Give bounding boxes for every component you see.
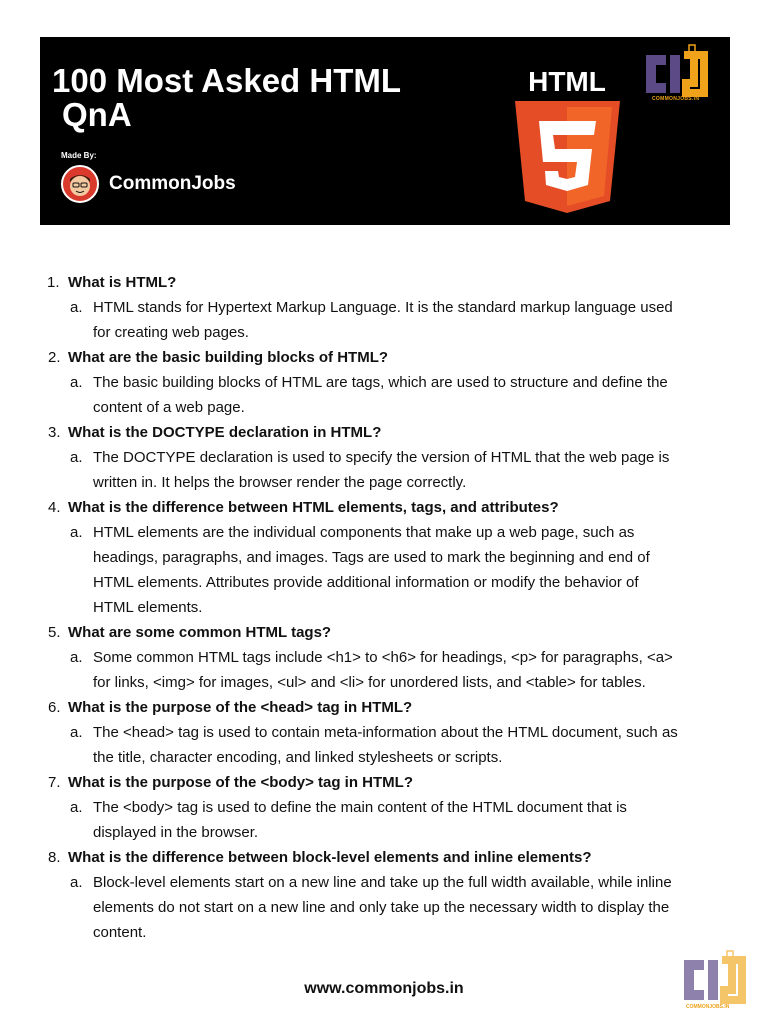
answer-8 bbox=[0, 870, 768, 945]
answer-text: The <body> tag is used to define the main content of the HTML document that is displayed in the browser. bbox=[93, 799, 627, 841]
answer-letter: a. bbox=[70, 524, 83, 541]
answer-text: HTML elements are the individual components that make up a web page, such as headings, paragraphs, and images. Tags are used to mark the beginning and end of HTML elements. Attributes provide additional information or modify the behavior of HTML elements. bbox=[93, 524, 650, 616]
answer-4 bbox=[0, 520, 768, 620]
question-number: 1. bbox=[47, 274, 60, 291]
page-title bbox=[52, 64, 401, 132]
answer-1 bbox=[0, 295, 768, 345]
footer-logo-subtext: COMMONJOBS.IN bbox=[686, 1004, 730, 1010]
question-text: What is the difference between HTML elements, tags, and attributes? bbox=[68, 499, 559, 516]
question-text: What are the basic building blocks of HTML? bbox=[68, 349, 389, 366]
question-number: 6. bbox=[48, 699, 61, 716]
answer-2 bbox=[0, 370, 768, 420]
brand-logo-subtext: COMMONJOBS.IN bbox=[652, 96, 700, 102]
answer-text: The <head> tag is used to contain meta-information about the HTML document, such as the title, character encoding, and linked stylesheets or scripts. bbox=[93, 724, 678, 766]
answer-3 bbox=[0, 445, 768, 495]
question-number: 8. bbox=[48, 849, 61, 866]
answer-letter: a. bbox=[70, 374, 83, 391]
answer-text: The basic building blocks of HTML are tags, which are used to structure and define the content of a web page. bbox=[93, 374, 668, 416]
avatar bbox=[61, 165, 99, 203]
question-text: What is the difference between block-level elements and inline elements? bbox=[68, 849, 592, 866]
question-6 bbox=[0, 695, 768, 720]
author-name: CommonJobs bbox=[109, 173, 236, 194]
answer-letter: a. bbox=[70, 874, 83, 891]
question-number: 3. bbox=[48, 424, 61, 441]
question-2 bbox=[0, 345, 768, 370]
question-number: 5. bbox=[48, 624, 61, 641]
made-by-label: Made By: bbox=[61, 151, 97, 160]
answer-letter: a. bbox=[70, 649, 83, 666]
cartoon-face-icon bbox=[63, 167, 97, 201]
question-text: What is the purpose of the <body> tag in HTML? bbox=[68, 774, 413, 791]
answer-text: HTML stands for Hypertext Markup Language. It is the standard markup language used for creating web pages. bbox=[93, 299, 673, 341]
html5-logo-icon bbox=[510, 65, 625, 215]
answer-text: Block-level elements start on a new line and take up the full width available, while inline elements do not start on a new line and only take up the necessary width to display the content. bbox=[93, 874, 672, 941]
question-5 bbox=[0, 620, 768, 645]
answer-6 bbox=[0, 720, 768, 770]
answer-text: The DOCTYPE declaration is used to specify the version of HTML that the web page is written in. It helps the browser render the page correctly. bbox=[93, 449, 670, 491]
question-3 bbox=[0, 420, 768, 445]
title-line-1: 100 Most Asked HTML bbox=[52, 62, 402, 99]
question-text: What is the DOCTYPE declaration in HTML? bbox=[68, 424, 382, 441]
question-8 bbox=[0, 845, 768, 870]
answer-text: Some common HTML tags include <h1> to <h6> for headings, <p> for paragraphs, <a> for links, <img> for images, <ul> and <li> for unordered lists, and <table> for tables. bbox=[93, 649, 673, 691]
header-banner bbox=[40, 37, 730, 225]
question-4 bbox=[0, 495, 768, 520]
answer-5 bbox=[0, 645, 768, 695]
answer-7 bbox=[0, 795, 768, 845]
question-7 bbox=[0, 770, 768, 795]
answer-letter: a. bbox=[70, 799, 83, 816]
title-line-2: QnA bbox=[62, 96, 132, 133]
qna-list bbox=[0, 270, 768, 945]
answer-letter: a. bbox=[70, 449, 83, 466]
author-block bbox=[61, 165, 236, 203]
question-1 bbox=[0, 270, 768, 295]
html5-logo-text: HTML bbox=[528, 66, 606, 97]
footer-website-link[interactable]: www.commonjobs.in bbox=[304, 980, 464, 997]
question-text: What are some common HTML tags? bbox=[68, 624, 332, 641]
answer-letter: a. bbox=[70, 299, 83, 316]
question-text: What is the purpose of the <head> tag in HTML? bbox=[68, 699, 413, 716]
question-number: 2. bbox=[48, 349, 61, 366]
question-number: 4. bbox=[48, 499, 61, 516]
answer-letter: a. bbox=[70, 724, 83, 741]
question-text: What is HTML? bbox=[68, 274, 177, 291]
question-number: 7. bbox=[48, 774, 61, 791]
